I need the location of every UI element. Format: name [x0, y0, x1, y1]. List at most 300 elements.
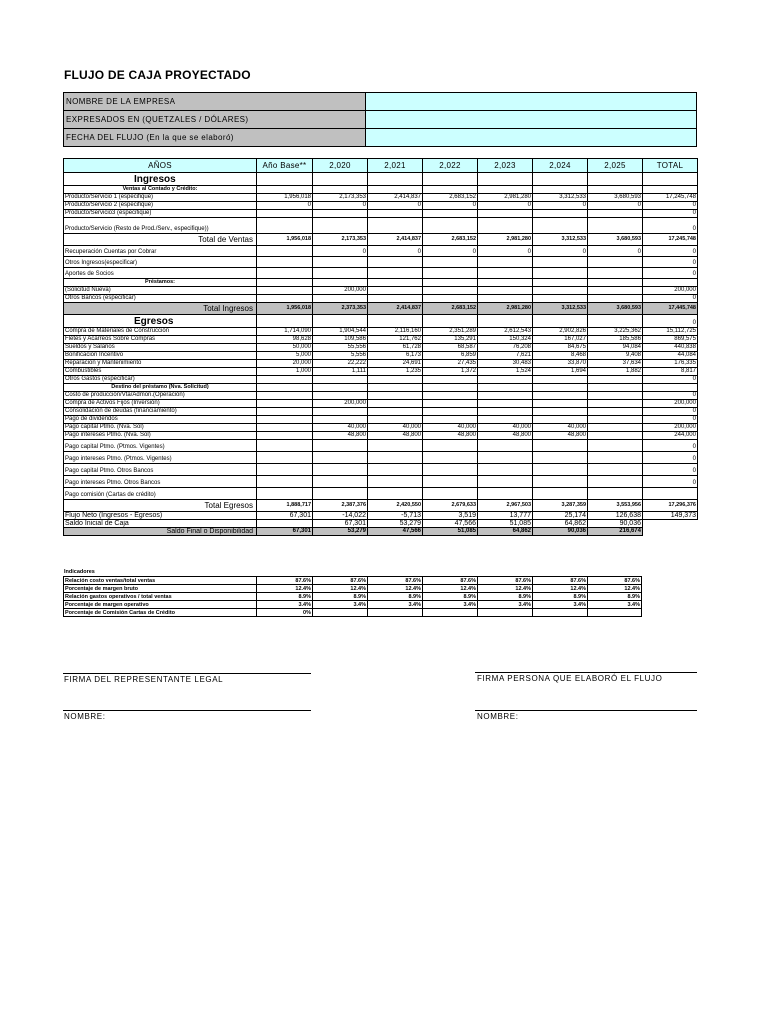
- value-cell[interactable]: 2,981,280: [478, 194, 533, 202]
- value-cell[interactable]: [478, 476, 533, 488]
- value-cell[interactable]: [257, 295, 313, 303]
- indicator-value[interactable]: 8.9%: [257, 593, 313, 601]
- value-cell[interactable]: 2,116,160: [368, 328, 423, 336]
- value-cell[interactable]: 0: [643, 202, 698, 210]
- value-cell[interactable]: [368, 268, 423, 279]
- value-cell[interactable]: 51,085: [423, 528, 478, 536]
- value-cell[interactable]: [368, 295, 423, 303]
- value-cell[interactable]: [533, 400, 588, 408]
- value-cell[interactable]: 0: [423, 246, 478, 257]
- indicator-value[interactable]: 8.9%: [478, 593, 533, 601]
- value-cell[interactable]: 216,674: [588, 528, 643, 536]
- value-cell[interactable]: [257, 408, 313, 416]
- value-cell[interactable]: [257, 268, 313, 279]
- value-cell[interactable]: 200,000: [313, 400, 368, 408]
- value-cell[interactable]: 30,483: [478, 360, 533, 368]
- value-cell[interactable]: [533, 268, 588, 279]
- value-cell[interactable]: 0: [643, 295, 698, 303]
- value-cell[interactable]: 50,000: [257, 344, 313, 352]
- value-cell[interactable]: 2,612,543: [478, 328, 533, 336]
- value-cell[interactable]: 3,312,533: [533, 303, 588, 315]
- value-cell[interactable]: [588, 218, 643, 234]
- value-cell[interactable]: 9,408: [588, 352, 643, 360]
- value-cell[interactable]: [368, 210, 423, 218]
- value-cell[interactable]: 17,445,748: [643, 303, 698, 315]
- value-cell[interactable]: [588, 210, 643, 218]
- value-cell[interactable]: [313, 218, 368, 234]
- value-cell[interactable]: 1,372: [423, 368, 478, 376]
- value-cell[interactable]: [478, 452, 533, 464]
- value-cell[interactable]: 5,000: [257, 352, 313, 360]
- value-cell[interactable]: [257, 257, 313, 268]
- value-cell[interactable]: [423, 287, 478, 295]
- value-cell[interactable]: 0: [643, 440, 698, 452]
- value-cell[interactable]: [257, 392, 313, 400]
- value-cell[interactable]: [368, 408, 423, 416]
- value-cell[interactable]: 167,027: [533, 336, 588, 344]
- indicator-value[interactable]: 8.9%: [368, 593, 423, 601]
- value-cell[interactable]: 6,173: [368, 352, 423, 360]
- value-cell[interactable]: [478, 268, 533, 279]
- value-cell[interactable]: 48,800: [423, 432, 478, 440]
- value-cell[interactable]: 76,208: [478, 344, 533, 352]
- value-cell[interactable]: 2,387,376: [313, 500, 368, 512]
- company-name-input[interactable]: [366, 93, 697, 111]
- value-cell[interactable]: [478, 400, 533, 408]
- value-cell[interactable]: 0: [643, 408, 698, 416]
- indicator-value[interactable]: [478, 609, 533, 617]
- value-cell[interactable]: 20,000: [257, 360, 313, 368]
- value-cell[interactable]: [368, 257, 423, 268]
- value-cell[interactable]: -14,022: [313, 512, 368, 520]
- value-cell[interactable]: [368, 464, 423, 476]
- value-cell[interactable]: 2,967,503: [478, 500, 533, 512]
- value-cell[interactable]: 0: [643, 376, 698, 384]
- indicator-value[interactable]: 0%: [257, 609, 313, 617]
- value-cell[interactable]: 48,800: [533, 432, 588, 440]
- value-cell[interactable]: [533, 287, 588, 295]
- value-cell[interactable]: 67,301: [313, 520, 368, 528]
- value-cell[interactable]: [533, 392, 588, 400]
- currency-input[interactable]: [366, 111, 697, 129]
- value-cell[interactable]: [533, 218, 588, 234]
- value-cell[interactable]: [423, 452, 478, 464]
- value-cell[interactable]: 61,728: [368, 344, 423, 352]
- value-cell[interactable]: 68,587: [423, 344, 478, 352]
- value-cell[interactable]: 0: [478, 246, 533, 257]
- indicator-value[interactable]: 87.6%: [533, 577, 588, 585]
- value-cell[interactable]: 1,524: [478, 368, 533, 376]
- value-cell[interactable]: 0: [643, 464, 698, 476]
- value-cell[interactable]: [257, 376, 313, 384]
- value-cell[interactable]: [257, 440, 313, 452]
- value-cell[interactable]: 8,468: [533, 352, 588, 360]
- value-cell[interactable]: [533, 295, 588, 303]
- indicator-value[interactable]: 12.4%: [257, 585, 313, 593]
- indicator-value[interactable]: 12.4%: [423, 585, 478, 593]
- value-cell[interactable]: 150,324: [478, 336, 533, 344]
- indicator-value[interactable]: 12.4%: [368, 585, 423, 593]
- value-cell[interactable]: 2,683,152: [423, 234, 478, 246]
- indicator-value[interactable]: 3.4%: [313, 601, 368, 609]
- value-cell[interactable]: 48,800: [478, 432, 533, 440]
- value-cell[interactable]: 90,036: [533, 528, 588, 536]
- value-cell[interactable]: [478, 210, 533, 218]
- value-cell[interactable]: 2,414,837: [368, 194, 423, 202]
- value-cell[interactable]: [588, 376, 643, 384]
- value-cell[interactable]: 17,245,748: [643, 234, 698, 246]
- value-cell[interactable]: 1,714,090: [257, 328, 313, 336]
- value-cell[interactable]: 2,351,289: [423, 328, 478, 336]
- value-cell[interactable]: [588, 488, 643, 500]
- value-cell[interactable]: 44,084: [643, 352, 698, 360]
- value-cell[interactable]: [368, 400, 423, 408]
- value-cell[interactable]: [588, 400, 643, 408]
- value-cell[interactable]: 0: [533, 202, 588, 210]
- value-cell[interactable]: 40,000: [368, 424, 423, 432]
- value-cell[interactable]: 2,420,550: [368, 500, 423, 512]
- value-cell[interactable]: 3,519: [423, 512, 478, 520]
- value-cell[interactable]: 40,000: [423, 424, 478, 432]
- value-cell[interactable]: [257, 424, 313, 432]
- indicator-value[interactable]: 3.4%: [533, 601, 588, 609]
- value-cell[interactable]: 185,586: [588, 336, 643, 344]
- value-cell[interactable]: [478, 464, 533, 476]
- value-cell[interactable]: [478, 287, 533, 295]
- value-cell[interactable]: 0: [643, 257, 698, 268]
- value-cell[interactable]: [257, 488, 313, 500]
- indicator-value[interactable]: [423, 609, 478, 617]
- value-cell[interactable]: 47,566: [423, 520, 478, 528]
- value-cell[interactable]: 67,301: [257, 528, 313, 536]
- value-cell[interactable]: [478, 408, 533, 416]
- value-cell[interactable]: [478, 295, 533, 303]
- value-cell[interactable]: 121,762: [368, 336, 423, 344]
- value-cell[interactable]: [423, 295, 478, 303]
- value-cell[interactable]: [313, 392, 368, 400]
- value-cell[interactable]: 0: [643, 268, 698, 279]
- value-cell[interactable]: 84,675: [533, 344, 588, 352]
- value-cell[interactable]: 2,683,152: [423, 194, 478, 202]
- value-cell[interactable]: 2,902,826: [533, 328, 588, 336]
- value-cell[interactable]: 0: [643, 210, 698, 218]
- value-cell[interactable]: [478, 392, 533, 400]
- value-cell[interactable]: 1,888,717: [257, 500, 313, 512]
- value-cell[interactable]: 2,173,353: [313, 234, 368, 246]
- value-cell[interactable]: 1,882: [588, 368, 643, 376]
- indicator-value[interactable]: [533, 609, 588, 617]
- value-cell[interactable]: 1,694: [533, 368, 588, 376]
- value-cell[interactable]: [313, 464, 368, 476]
- value-cell[interactable]: [313, 376, 368, 384]
- value-cell[interactable]: [588, 287, 643, 295]
- value-cell[interactable]: 3,680,593: [588, 303, 643, 315]
- value-cell[interactable]: 244,000: [643, 432, 698, 440]
- indicator-value[interactable]: 3.4%: [368, 601, 423, 609]
- indicator-value[interactable]: 8.9%: [423, 593, 478, 601]
- value-cell[interactable]: [313, 488, 368, 500]
- value-cell[interactable]: [533, 210, 588, 218]
- value-cell[interactable]: [533, 440, 588, 452]
- value-cell[interactable]: [313, 416, 368, 424]
- value-cell[interactable]: 0: [368, 202, 423, 210]
- indicator-value[interactable]: 87.6%: [313, 577, 368, 585]
- indicator-value[interactable]: 3.4%: [423, 601, 478, 609]
- value-cell[interactable]: [423, 488, 478, 500]
- indicator-value[interactable]: 87.6%: [423, 577, 478, 585]
- value-cell[interactable]: [588, 476, 643, 488]
- value-cell[interactable]: 109,586: [313, 336, 368, 344]
- value-cell[interactable]: 47,566: [368, 528, 423, 536]
- value-cell[interactable]: 5,556: [313, 352, 368, 360]
- value-cell[interactable]: [257, 464, 313, 476]
- value-cell[interactable]: [533, 408, 588, 416]
- value-cell[interactable]: [257, 210, 313, 218]
- value-cell[interactable]: 176,335: [643, 360, 698, 368]
- value-cell[interactable]: 1,235: [368, 368, 423, 376]
- indicator-value[interactable]: 87.6%: [478, 577, 533, 585]
- value-cell[interactable]: [423, 210, 478, 218]
- value-cell[interactable]: [257, 452, 313, 464]
- value-cell[interactable]: 67,301: [257, 512, 313, 520]
- value-cell[interactable]: 0: [643, 246, 698, 257]
- value-cell[interactable]: 0: [643, 218, 698, 234]
- value-cell[interactable]: [313, 408, 368, 416]
- indicator-value[interactable]: 12.4%: [313, 585, 368, 593]
- indicator-value[interactable]: [368, 609, 423, 617]
- value-cell[interactable]: 1,956,018: [257, 194, 313, 202]
- value-cell[interactable]: 33,870: [533, 360, 588, 368]
- value-cell[interactable]: 48,800: [313, 432, 368, 440]
- value-cell[interactable]: [588, 432, 643, 440]
- indicator-value[interactable]: 87.6%: [257, 577, 313, 585]
- value-cell[interactable]: 0: [313, 202, 368, 210]
- value-cell[interactable]: 40,000: [478, 424, 533, 432]
- value-cell[interactable]: 3,287,359: [533, 500, 588, 512]
- value-cell[interactable]: [423, 257, 478, 268]
- value-cell[interactable]: [257, 287, 313, 295]
- indicator-value[interactable]: 3.4%: [588, 601, 642, 609]
- value-cell[interactable]: [368, 488, 423, 500]
- value-cell[interactable]: 27,435: [423, 360, 478, 368]
- value-cell[interactable]: 1,956,018: [257, 234, 313, 246]
- value-cell[interactable]: 3,225,362: [588, 328, 643, 336]
- value-cell[interactable]: 13,777: [478, 512, 533, 520]
- value-cell[interactable]: 0: [313, 246, 368, 257]
- indicator-value[interactable]: 12.4%: [588, 585, 642, 593]
- value-cell[interactable]: [368, 392, 423, 400]
- value-cell[interactable]: 15,112,725: [643, 328, 698, 336]
- value-cell[interactable]: 3,312,533: [533, 194, 588, 202]
- value-cell[interactable]: 17,245,748: [643, 194, 698, 202]
- value-cell[interactable]: 1,904,544: [313, 328, 368, 336]
- value-cell[interactable]: [478, 257, 533, 268]
- value-cell[interactable]: [423, 464, 478, 476]
- value-cell[interactable]: [423, 218, 478, 234]
- value-cell[interactable]: 2,414,837: [368, 303, 423, 315]
- value-cell[interactable]: [313, 476, 368, 488]
- value-cell[interactable]: 3,553,956: [588, 500, 643, 512]
- value-cell[interactable]: [478, 440, 533, 452]
- value-cell[interactable]: [423, 408, 478, 416]
- value-cell[interactable]: [313, 440, 368, 452]
- value-cell[interactable]: [423, 376, 478, 384]
- value-cell[interactable]: [257, 520, 313, 528]
- value-cell[interactable]: 2,373,353: [313, 303, 368, 315]
- value-cell[interactable]: 200,000: [313, 287, 368, 295]
- indicator-value[interactable]: 3.4%: [257, 601, 313, 609]
- value-cell[interactable]: 0: [257, 202, 313, 210]
- value-cell[interactable]: 6,859: [423, 352, 478, 360]
- value-cell[interactable]: 22,222: [313, 360, 368, 368]
- value-cell[interactable]: [533, 416, 588, 424]
- value-cell[interactable]: [533, 488, 588, 500]
- value-cell[interactable]: [257, 476, 313, 488]
- value-cell[interactable]: 37,634: [588, 360, 643, 368]
- value-cell[interactable]: [588, 452, 643, 464]
- value-cell[interactable]: [368, 416, 423, 424]
- value-cell[interactable]: 2,173,353: [313, 194, 368, 202]
- value-cell[interactable]: 94,084: [588, 344, 643, 352]
- value-cell[interactable]: 17,296,376: [643, 500, 698, 512]
- value-cell[interactable]: 440,838: [643, 344, 698, 352]
- value-cell[interactable]: 869,575: [643, 336, 698, 344]
- value-cell[interactable]: 2,679,633: [423, 500, 478, 512]
- value-cell[interactable]: [588, 424, 643, 432]
- value-cell[interactable]: [368, 452, 423, 464]
- value-cell[interactable]: [588, 416, 643, 424]
- value-cell[interactable]: [588, 408, 643, 416]
- value-cell[interactable]: 64,862: [533, 520, 588, 528]
- value-cell[interactable]: 40,000: [533, 424, 588, 432]
- value-cell[interactable]: [533, 257, 588, 268]
- value-cell[interactable]: [313, 295, 368, 303]
- date-input[interactable]: [366, 129, 697, 147]
- value-cell[interactable]: [478, 416, 533, 424]
- value-cell[interactable]: 149,373: [643, 512, 698, 520]
- value-cell[interactable]: 0: [478, 202, 533, 210]
- value-cell[interactable]: 0: [643, 392, 698, 400]
- value-cell[interactable]: 25,174: [533, 512, 588, 520]
- value-cell[interactable]: [313, 257, 368, 268]
- value-cell[interactable]: 3,312,533: [533, 234, 588, 246]
- value-cell[interactable]: 64,862: [478, 528, 533, 536]
- value-cell[interactable]: 0: [643, 416, 698, 424]
- value-cell[interactable]: 200,000: [643, 287, 698, 295]
- value-cell[interactable]: 51,085: [478, 520, 533, 528]
- value-cell[interactable]: [588, 464, 643, 476]
- value-cell[interactable]: 126,638: [588, 512, 643, 520]
- value-cell[interactable]: 1,000: [257, 368, 313, 376]
- value-cell[interactable]: 0: [533, 246, 588, 257]
- indicator-value[interactable]: 87.6%: [588, 577, 642, 585]
- value-cell[interactable]: [368, 476, 423, 488]
- value-cell[interactable]: [313, 452, 368, 464]
- value-cell[interactable]: 135,291: [423, 336, 478, 344]
- value-cell[interactable]: [533, 476, 588, 488]
- value-cell[interactable]: 90,036: [588, 520, 643, 528]
- value-cell[interactable]: 2,981,280: [478, 303, 533, 315]
- value-cell[interactable]: 40,000: [313, 424, 368, 432]
- value-cell[interactable]: 53,279: [368, 520, 423, 528]
- value-cell[interactable]: [478, 488, 533, 500]
- value-cell[interactable]: [423, 268, 478, 279]
- value-cell[interactable]: 3,680,593: [588, 194, 643, 202]
- value-cell[interactable]: 7,621: [478, 352, 533, 360]
- value-cell[interactable]: 98,628: [257, 336, 313, 344]
- indicator-value[interactable]: 12.4%: [533, 585, 588, 593]
- value-cell[interactable]: 0: [588, 246, 643, 257]
- value-cell[interactable]: [423, 400, 478, 408]
- value-cell[interactable]: [478, 218, 533, 234]
- value-cell[interactable]: 1,956,018: [257, 303, 313, 315]
- value-cell[interactable]: [257, 432, 313, 440]
- value-cell[interactable]: [588, 295, 643, 303]
- value-cell[interactable]: [588, 268, 643, 279]
- indicator-value[interactable]: 12.4%: [478, 585, 533, 593]
- value-cell[interactable]: 3,680,593: [588, 234, 643, 246]
- indicator-value[interactable]: 8.9%: [588, 593, 642, 601]
- value-cell[interactable]: 0: [423, 202, 478, 210]
- value-cell[interactable]: [368, 218, 423, 234]
- value-cell[interactable]: 2,414,837: [368, 234, 423, 246]
- value-cell[interactable]: [423, 392, 478, 400]
- value-cell[interactable]: [423, 440, 478, 452]
- value-cell[interactable]: 0: [588, 202, 643, 210]
- value-cell[interactable]: 1,111: [313, 368, 368, 376]
- value-cell[interactable]: 55,556: [313, 344, 368, 352]
- value-cell[interactable]: [588, 257, 643, 268]
- value-cell[interactable]: [313, 268, 368, 279]
- value-cell[interactable]: [533, 452, 588, 464]
- value-cell[interactable]: [478, 376, 533, 384]
- indicator-value[interactable]: [588, 609, 642, 617]
- value-cell[interactable]: [368, 440, 423, 452]
- value-cell[interactable]: 200,000: [643, 424, 698, 432]
- indicator-value[interactable]: [313, 609, 368, 617]
- indicator-value[interactable]: 8.9%: [533, 593, 588, 601]
- value-cell[interactable]: 53,279: [313, 528, 368, 536]
- value-cell[interactable]: [533, 376, 588, 384]
- value-cell[interactable]: [533, 464, 588, 476]
- value-cell[interactable]: [257, 218, 313, 234]
- value-cell[interactable]: 24,691: [368, 360, 423, 368]
- value-cell[interactable]: 8,817: [643, 368, 698, 376]
- value-cell[interactable]: -5,713: [368, 512, 423, 520]
- value-cell[interactable]: 200,000: [643, 400, 698, 408]
- value-cell[interactable]: [423, 476, 478, 488]
- value-cell[interactable]: [368, 376, 423, 384]
- value-cell[interactable]: 48,800: [368, 432, 423, 440]
- value-cell[interactable]: [257, 416, 313, 424]
- value-cell[interactable]: [257, 246, 313, 257]
- value-cell[interactable]: [588, 440, 643, 452]
- value-cell[interactable]: [588, 392, 643, 400]
- value-cell[interactable]: [313, 210, 368, 218]
- value-cell[interactable]: [257, 400, 313, 408]
- indicator-value[interactable]: 3.4%: [478, 601, 533, 609]
- value-cell[interactable]: 0: [643, 476, 698, 488]
- indicator-value[interactable]: 8.9%: [313, 593, 368, 601]
- value-cell[interactable]: 0: [643, 452, 698, 464]
- value-cell[interactable]: 2,981,280: [478, 234, 533, 246]
- value-cell[interactable]: 2,683,152: [423, 303, 478, 315]
- value-cell[interactable]: [423, 416, 478, 424]
- indicator-value[interactable]: 87.6%: [368, 577, 423, 585]
- value-cell[interactable]: [643, 488, 698, 500]
- value-cell[interactable]: [368, 287, 423, 295]
- value-cell[interactable]: 0: [368, 246, 423, 257]
